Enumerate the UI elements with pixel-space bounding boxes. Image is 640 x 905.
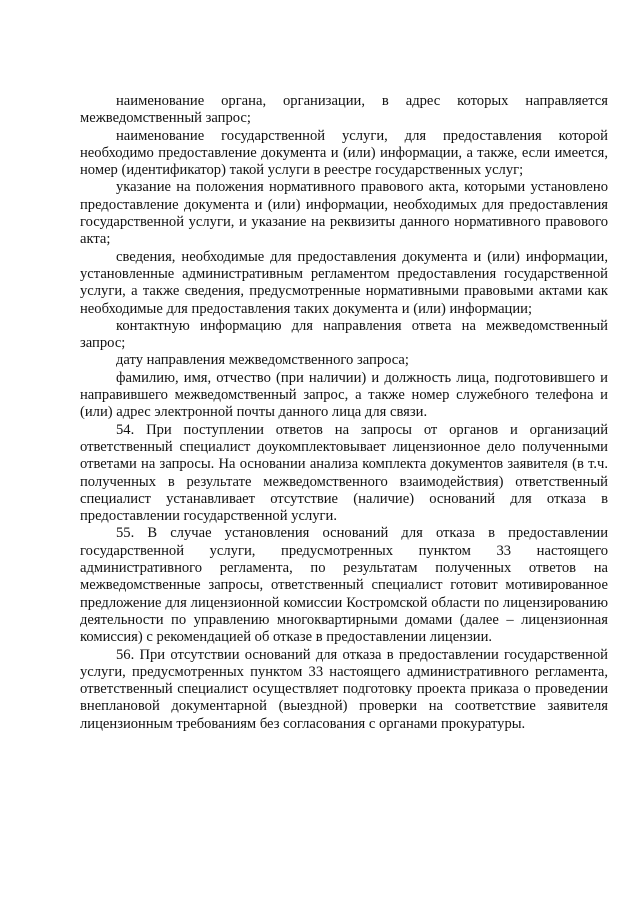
paragraph-legal-act-reference: указание на положения нормативного правового акта, которыми установлено предоставление документа и (или) информации, необходимых для предоставления государственной услуги, и указание на реквизиты данного нормативного правового акта;: [80, 179, 608, 248]
paragraph-clause-56: 56. При отсутствии оснований для отказа в предоставлении государственной услуги, предусмотренных пунктом 33 настоящего административного регламента, ответственный специалист осуществляет подготовку проекта приказа о проведении внеплановой документарной (выездной) проверки на соответствие заявителя лицензионным требованиям без согласования с органами прокуратуры.: [80, 646, 608, 732]
paragraph-clause-54: 54. При поступлении ответов на запросы от органов и организаций ответственный специалист доукомплектовывает лицензионное дело полученными ответами на запросы. На основании анализа комплекта документов заявителя (в т.ч. полученных в результате межведомственного взаимодействия) ответственный специалист устанавливает отсутствие (наличие) оснований для отказа в предоставлении государственной услуги.: [80, 421, 608, 525]
document-body: [80, 93, 608, 733]
paragraph-request-date: дату направления межведомственного запроса;: [116, 352, 409, 369]
paragraph-request-recipient: наименование органа, организации, в адрес которых направляется межведомственный запрос;: [80, 93, 608, 127]
paragraph-contact-information: контактную информацию для направления ответа на межведомственный запрос;: [80, 317, 608, 352]
paragraph-service-name: наименование государственной услуги, для предоставления которой необходимо предоставление документа и (или) информации, а также, если имеется, номер (идентификатор) такой услуги в реестре государственных услуг;: [80, 127, 608, 179]
paragraph-required-information: сведения, необходимые для предоставления документа и (или) информации, установленные административным регламентом предоставления государственной услуги, а также сведения, предусмотренные нормативными правовыми актами как необходимые для предоставления таких документа и (или) информации;: [80, 248, 608, 317]
paragraph-responsible-person: фамилию, имя, отчество (при наличии) и должность лица, подготовившего и направившего межведомственный запрос, а также номер служебного телефона и (или) адрес электронной почты данного лица для связи.: [80, 369, 608, 421]
paragraph-clause-55: 55. В случае установления оснований для отказа в предоставлении государственной услуги, предусмотренных пунктом 33 настоящего административного регламента, по результатам полученных ответов на межведомственные запросы, ответственный специалист готовит мотивированное предложение для лицензионной комиссии Костромской области по лицензированию деятельности по управлению многоквартирными домами (далее – лицензионная комиссия) с рекомендацией об отказе в предоставлении лицензии.: [80, 525, 608, 646]
